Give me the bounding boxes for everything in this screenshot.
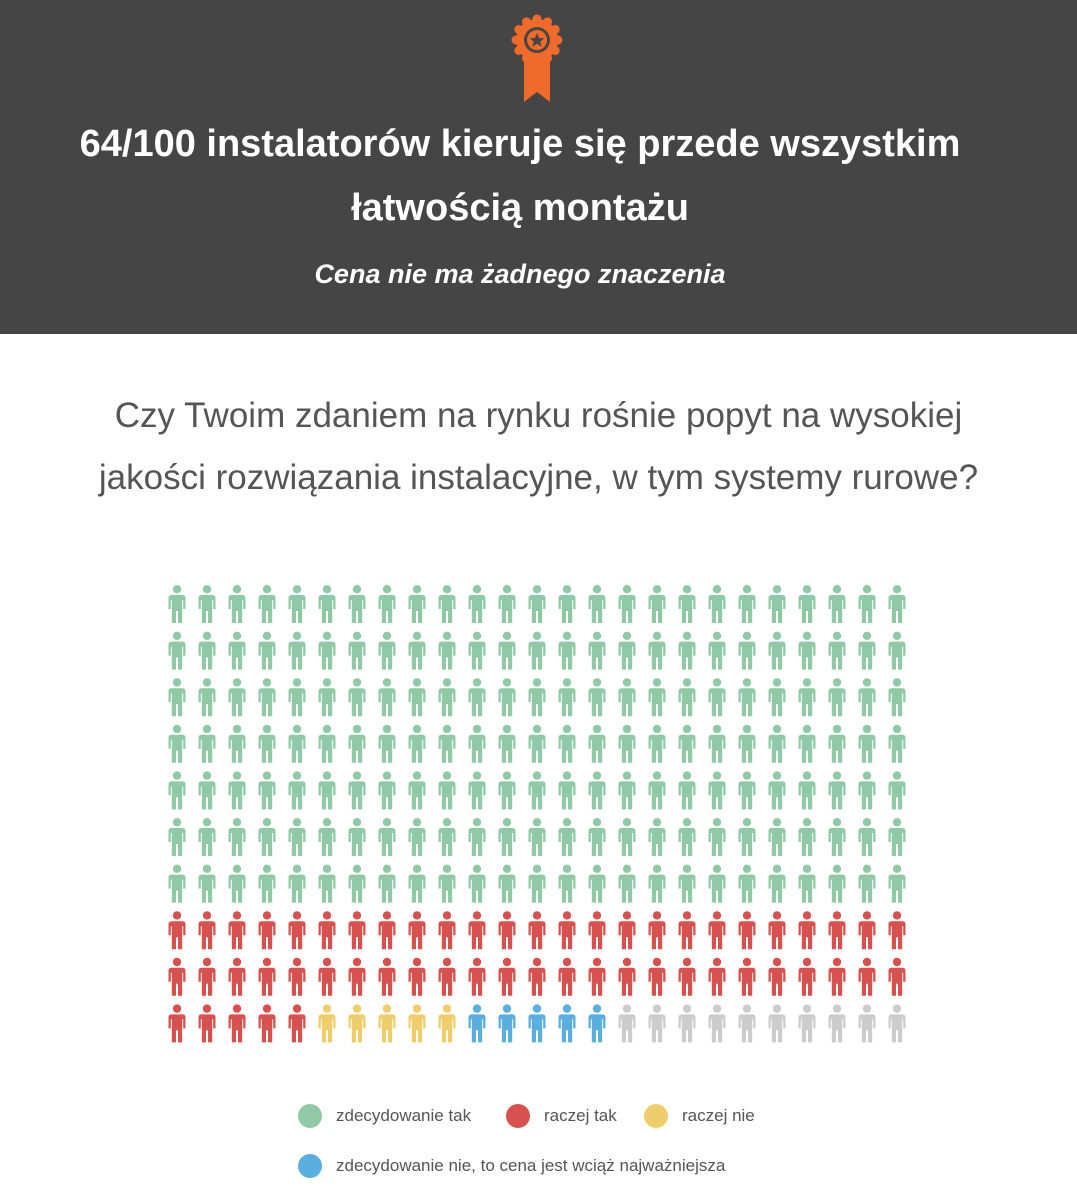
person-icon — [169, 771, 186, 809]
person-icon — [379, 678, 396, 716]
person-icon — [199, 632, 216, 670]
person-icon — [889, 725, 906, 763]
person-icon — [349, 958, 366, 996]
headline — [0, 112, 1040, 240]
person-icon — [529, 632, 546, 670]
person-icon — [649, 725, 666, 763]
person-icon — [259, 678, 276, 716]
person-icon — [799, 865, 816, 903]
person-icon — [739, 865, 756, 903]
person-icon — [529, 771, 546, 809]
person-icon — [799, 632, 816, 670]
person-icon — [319, 632, 336, 670]
person-icon — [529, 725, 546, 763]
person-icon — [799, 1004, 816, 1042]
person-icon — [709, 632, 726, 670]
person-icon — [619, 678, 636, 716]
person-icon — [529, 958, 546, 996]
person-icon — [439, 771, 456, 809]
legend-item-raczej-tak — [506, 1101, 617, 1131]
person-icon — [769, 865, 786, 903]
person-icon — [349, 632, 366, 670]
person-icon — [889, 958, 906, 996]
person-icon — [559, 865, 576, 903]
person-icon — [619, 771, 636, 809]
person-icon — [859, 911, 876, 949]
person-icon — [889, 585, 906, 623]
person-icon — [559, 585, 576, 623]
person-icon — [859, 771, 876, 809]
person-icon — [739, 911, 756, 949]
legend-swatch — [298, 1104, 322, 1128]
person-icon — [889, 632, 906, 670]
person-icon — [739, 725, 756, 763]
person-icon — [829, 865, 846, 903]
person-icon — [379, 632, 396, 670]
person-icon — [409, 771, 426, 809]
person-icon — [199, 911, 216, 949]
person-icon — [859, 1004, 876, 1042]
person-icon — [709, 818, 726, 856]
person-icon — [439, 725, 456, 763]
person-icon — [529, 911, 546, 949]
person-icon — [259, 958, 276, 996]
person-icon — [589, 911, 606, 949]
person-icon — [289, 678, 306, 716]
person-icon — [379, 911, 396, 949]
person-icon — [439, 1004, 456, 1042]
person-icon — [379, 725, 396, 763]
person-icon — [499, 678, 516, 716]
person-icon — [649, 865, 666, 903]
person-icon — [289, 865, 306, 903]
person-icon — [589, 1004, 606, 1042]
person-icon — [349, 865, 366, 903]
award-ribbon-icon — [507, 14, 567, 104]
person-icon — [559, 818, 576, 856]
person-icon — [439, 958, 456, 996]
person-icon — [859, 632, 876, 670]
person-icon — [799, 771, 816, 809]
person-icon — [859, 725, 876, 763]
person-icon — [769, 818, 786, 856]
person-icon — [709, 911, 726, 949]
person-icon — [169, 911, 186, 949]
person-icon — [289, 725, 306, 763]
person-icon — [499, 958, 516, 996]
person-icon — [499, 818, 516, 856]
person-icon — [499, 585, 516, 623]
person-icon — [319, 865, 336, 903]
person-icon — [679, 678, 696, 716]
person-icon — [829, 771, 846, 809]
person-icon — [499, 632, 516, 670]
person-icon — [409, 958, 426, 996]
header-banner — [0, 0, 1077, 334]
person-icon — [739, 632, 756, 670]
person-icon — [649, 585, 666, 623]
person-icon — [829, 725, 846, 763]
person-icon — [619, 725, 636, 763]
person-icon — [529, 818, 546, 856]
person-icon — [559, 911, 576, 949]
person-icon — [469, 632, 486, 670]
person-icon — [529, 1004, 546, 1042]
person-icon — [709, 725, 726, 763]
person-icon — [439, 632, 456, 670]
legend-item-zdecydowanie-tak — [298, 1101, 471, 1131]
person-icon — [679, 725, 696, 763]
person-icon — [619, 958, 636, 996]
person-icon — [709, 678, 726, 716]
person-icon — [229, 678, 246, 716]
person-icon — [469, 585, 486, 623]
person-icon — [319, 585, 336, 623]
legend-item-zdecydowanie-nie — [298, 1151, 725, 1181]
person-icon — [859, 865, 876, 903]
person-icon — [649, 958, 666, 996]
person-icon — [289, 771, 306, 809]
person-icon — [229, 958, 246, 996]
person-icon — [319, 678, 336, 716]
person-icon — [889, 818, 906, 856]
person-icon — [619, 865, 636, 903]
person-icon — [799, 678, 816, 716]
person-icon — [829, 585, 846, 623]
person-icon — [739, 958, 756, 996]
person-icon — [829, 632, 846, 670]
person-icon — [349, 678, 366, 716]
person-icon — [499, 771, 516, 809]
person-icon — [889, 678, 906, 716]
person-icon — [349, 771, 366, 809]
person-icon — [259, 632, 276, 670]
person-icon — [229, 632, 246, 670]
person-icon — [679, 1004, 696, 1042]
legend-swatch — [298, 1154, 322, 1178]
person-icon — [649, 1004, 666, 1042]
person-icon — [469, 911, 486, 949]
person-icon — [829, 1004, 846, 1042]
person-icon — [559, 771, 576, 809]
person-icon — [379, 818, 396, 856]
person-icon — [829, 818, 846, 856]
person-icon — [409, 632, 426, 670]
person-icon — [199, 585, 216, 623]
person-icon — [319, 1004, 336, 1042]
person-icon — [769, 678, 786, 716]
person-icon — [289, 1004, 306, 1042]
person-icon — [169, 678, 186, 716]
person-icon — [409, 585, 426, 623]
person-icon — [379, 1004, 396, 1042]
person-icon — [769, 771, 786, 809]
person-icon — [799, 911, 816, 949]
person-icon — [229, 585, 246, 623]
person-icon — [229, 1004, 246, 1042]
person-icon — [379, 865, 396, 903]
person-icon — [289, 818, 306, 856]
person-icon — [589, 585, 606, 623]
person-icon — [799, 818, 816, 856]
person-icon — [829, 958, 846, 996]
person-icon — [469, 818, 486, 856]
person-icon — [799, 585, 816, 623]
legend-item-raczej-nie — [644, 1101, 755, 1131]
person-icon — [769, 958, 786, 996]
person-icon — [499, 865, 516, 903]
person-icon — [739, 818, 756, 856]
person-icon — [379, 771, 396, 809]
person-icon — [739, 1004, 756, 1042]
person-icon — [169, 818, 186, 856]
person-icon — [349, 725, 366, 763]
person-icon — [379, 958, 396, 996]
person-icon — [229, 818, 246, 856]
person-icon — [439, 911, 456, 949]
person-icon — [739, 678, 756, 716]
person-icon — [529, 585, 546, 623]
person-icon — [199, 725, 216, 763]
question-line-2: jakości rozwiązania instalacyjne, w tym systemy rurowe? — [98, 458, 979, 497]
person-icon — [469, 725, 486, 763]
person-icon — [199, 1004, 216, 1042]
person-icon — [229, 725, 246, 763]
person-icon — [679, 632, 696, 670]
person-icon — [349, 585, 366, 623]
legend-label: raczej tak — [544, 1106, 617, 1125]
person-icon — [469, 771, 486, 809]
legend-label: zdecydowanie nie, to cena jest wciąż najważniejsza — [336, 1156, 726, 1175]
person-icon — [349, 818, 366, 856]
person-icon — [259, 771, 276, 809]
person-icon — [679, 771, 696, 809]
person-icon — [619, 911, 636, 949]
headline-line-2: łatwością montażu — [351, 187, 689, 229]
person-icon — [199, 958, 216, 996]
person-icon — [199, 818, 216, 856]
person-icon — [679, 958, 696, 996]
person-icon — [649, 771, 666, 809]
person-icon — [439, 678, 456, 716]
legend-label: zdecydowanie tak — [336, 1106, 472, 1125]
person-icon — [559, 1004, 576, 1042]
person-icon — [319, 958, 336, 996]
person-icon — [259, 818, 276, 856]
person-icon — [559, 632, 576, 670]
person-icon — [709, 771, 726, 809]
person-icon — [409, 678, 426, 716]
person-icon — [829, 911, 846, 949]
person-icon — [859, 585, 876, 623]
person-icon — [889, 771, 906, 809]
person-icon — [619, 632, 636, 670]
person-icon — [289, 911, 306, 949]
person-icon — [289, 958, 306, 996]
person-icon — [559, 678, 576, 716]
person-icon — [529, 678, 546, 716]
person-icon — [409, 865, 426, 903]
person-icon — [619, 818, 636, 856]
person-icon — [259, 1004, 276, 1042]
person-icon — [409, 911, 426, 949]
person-icon — [349, 1004, 366, 1042]
headline-line-1: 64/100 instalatorów kieruje się przede wszystkim — [79, 123, 961, 165]
person-icon — [709, 585, 726, 623]
person-icon — [259, 585, 276, 623]
person-icon — [649, 818, 666, 856]
person-icon — [559, 958, 576, 996]
person-icon — [409, 725, 426, 763]
person-icon — [409, 1004, 426, 1042]
person-icon — [319, 818, 336, 856]
person-icon — [439, 865, 456, 903]
person-icon — [589, 958, 606, 996]
person-icon — [469, 1004, 486, 1042]
person-icon — [199, 678, 216, 716]
legend-swatch — [644, 1104, 668, 1128]
person-icon — [769, 911, 786, 949]
person-icon — [229, 865, 246, 903]
person-icon — [589, 632, 606, 670]
person-icon — [499, 725, 516, 763]
person-icon — [469, 678, 486, 716]
person-icon — [169, 958, 186, 996]
person-icon — [829, 678, 846, 716]
person-icon — [889, 1004, 906, 1042]
person-icon — [199, 865, 216, 903]
person-icon — [169, 865, 186, 903]
person-icon — [649, 678, 666, 716]
person-icon — [769, 725, 786, 763]
person-icon — [769, 632, 786, 670]
person-icon — [169, 632, 186, 670]
person-icon — [709, 1004, 726, 1042]
person-icon — [409, 818, 426, 856]
person-icon — [289, 585, 306, 623]
person-icon — [709, 865, 726, 903]
person-icon — [709, 958, 726, 996]
person-icon — [229, 911, 246, 949]
person-icon — [859, 958, 876, 996]
person-icon — [679, 911, 696, 949]
person-icon — [889, 865, 906, 903]
person-icon — [199, 771, 216, 809]
person-icon — [769, 1004, 786, 1042]
person-icon — [169, 1004, 186, 1042]
person-icon — [859, 678, 876, 716]
person-icon — [349, 911, 366, 949]
person-icon — [169, 585, 186, 623]
person-icon — [679, 818, 696, 856]
subheadline: Cena nie ma żadnego znaczenia — [314, 259, 726, 289]
question-line-1: Czy Twoim zdaniem na rynku rośnie popyt na wysokiej — [114, 396, 963, 435]
person-icon — [559, 725, 576, 763]
person-icon — [799, 958, 816, 996]
survey-question — [0, 385, 1077, 509]
person-icon — [649, 632, 666, 670]
person-icon — [169, 725, 186, 763]
person-icon — [259, 725, 276, 763]
person-icon — [739, 585, 756, 623]
person-icon — [589, 771, 606, 809]
pictogram-chart — [165, 585, 915, 1050]
person-icon — [229, 771, 246, 809]
person-icon — [499, 1004, 516, 1042]
person-icon — [589, 865, 606, 903]
person-icon — [889, 911, 906, 949]
person-icon — [619, 1004, 636, 1042]
person-icon — [379, 585, 396, 623]
person-icon — [679, 865, 696, 903]
person-icon — [289, 632, 306, 670]
person-icon — [679, 585, 696, 623]
legend-label: raczej nie — [682, 1106, 755, 1125]
person-icon — [319, 725, 336, 763]
person-icon — [739, 771, 756, 809]
person-icon — [319, 911, 336, 949]
person-icon — [649, 911, 666, 949]
person-icon — [469, 865, 486, 903]
person-icon — [769, 585, 786, 623]
legend-swatch — [506, 1104, 530, 1128]
person-icon — [859, 818, 876, 856]
person-icon — [259, 911, 276, 949]
person-icon — [589, 725, 606, 763]
person-icon — [589, 678, 606, 716]
person-icon — [439, 585, 456, 623]
person-icon — [499, 911, 516, 949]
person-icon — [619, 585, 636, 623]
person-icon — [469, 958, 486, 996]
person-icon — [799, 725, 816, 763]
person-icon — [259, 865, 276, 903]
person-icon — [589, 818, 606, 856]
person-icon — [319, 771, 336, 809]
person-icon — [439, 818, 456, 856]
person-icon — [529, 865, 546, 903]
